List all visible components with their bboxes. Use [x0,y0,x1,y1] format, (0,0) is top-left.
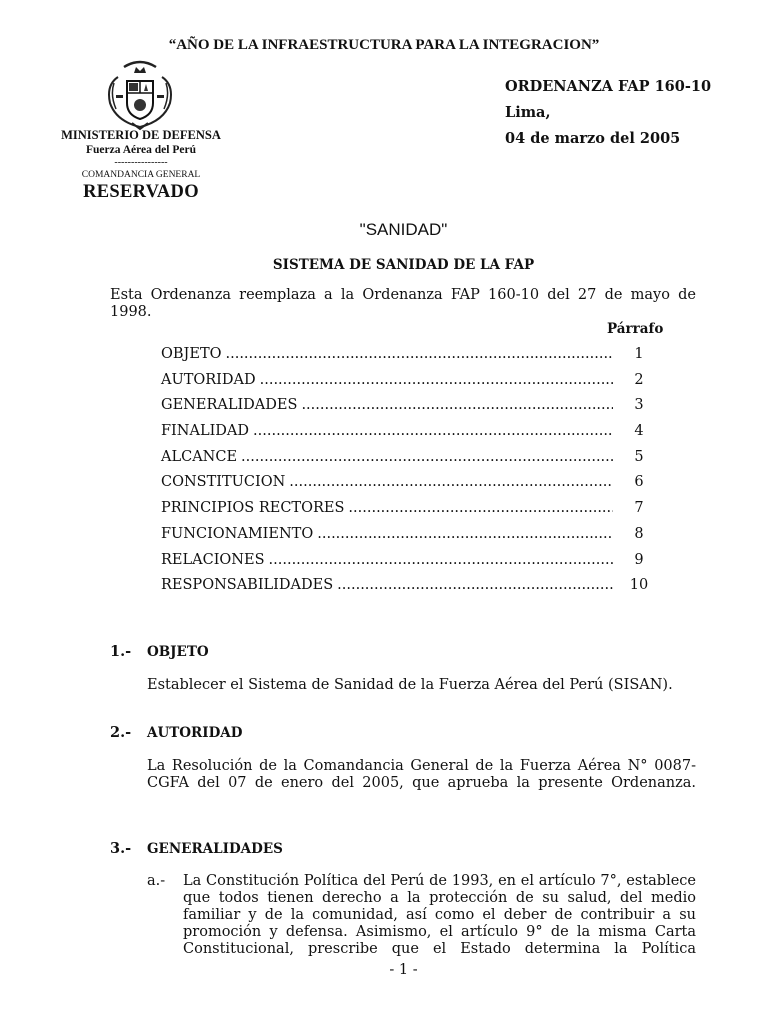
toc-item [161,449,661,475]
place-line: Lima, [505,104,551,121]
date-line: 04 de marzo del 2005 [505,130,681,147]
toc-item-label: RELACIONES [161,551,265,568]
separator-line: ---------------- [114,157,168,168]
leader-dots [337,577,613,593]
toc-item [161,552,661,578]
command-name: COMANDANCIA GENERAL [81,170,201,180]
document-title: "SANIDAD" [359,220,448,239]
toc-item [161,474,661,500]
section-number: 3.- [110,840,132,857]
leader-dots [253,423,613,439]
leader-dots [317,526,613,542]
issuer-block [60,128,222,183]
classification-label: RESERVADO [83,182,199,202]
toc-item [161,397,661,423]
toc-item-label: FINALIDAD [161,423,250,440]
toc-item [161,577,661,603]
toc-item-number: 7 [634,500,644,517]
toc-column-header: Párrafo [607,321,664,337]
section-paragraph: La Resolución de la Comandancia General de la Fuerza Aérea N° 0087-CGFA del 07 de enero del 2005, que aprueba la presente Ordenanza. [147,758,696,791]
toc-item [161,423,661,449]
toc-item-label: GENERALIDADES [161,397,298,414]
toc-item [161,526,661,552]
section-title: AUTORIDAD [147,725,243,741]
leader-dots [348,500,613,516]
toc-item-number: 1 [634,346,644,362]
institution-name: Fuerza Aérea del Perú [86,144,196,156]
toc-item-number: 4 [634,423,644,440]
table-of-contents [161,346,661,603]
leader-dots [301,397,613,413]
document-subtitle: SISTEMA DE SANIDAD DE LA FAP [272,257,535,273]
toc-item-label: RESPONSABILIDADES [161,577,334,594]
leader-dots [269,552,613,568]
section-paragraph: Establecer el Sistema de Sanidad de la Fuerza Aérea del Perú (SISAN). [147,677,673,693]
leader-dots [260,372,613,388]
leader-dots [241,449,613,465]
motto-line: “AÑO DE LA INFRAESTRUCTURA PARA LA INTEGRACION” [168,37,600,53]
toc-item-number: 2 [634,371,644,388]
section-title: OBJETO [147,644,209,660]
toc-item-number: 10 [629,577,649,594]
toc-item-label: ALCANCE [161,448,238,465]
ministry-name: MINISTERIO DE DEFENSA [61,128,221,142]
ordinance-number: ORDENANZA FAP 160-10 [505,78,712,95]
toc-item-number: 6 [634,474,644,491]
intro-paragraph: Esta Ordenanza reemplaza a la Ordenanza FAP 160-10 del 27 de mayo de 1998. [110,287,696,320]
coat-of-arms-seal [104,55,176,131]
leader-dots [289,474,613,490]
toc-item-label: PRINCIPIOS RECTORES [161,500,345,517]
toc-item-label: FUNCIONAMIENTO [161,525,314,542]
toc-item-label: AUTORIDAD [161,371,256,388]
page-number: - 1 - [389,962,418,978]
toc-item-number: 5 [634,448,644,465]
toc-item-number: 9 [634,551,644,568]
section-title: GENERALIDADES [147,841,283,857]
toc-item [161,346,661,372]
list-item-text: La Constitución Política del Perú de 1993, en el artículo 7°, establece que todos tienen derecho a la protección de su salud, del medio familiar y de la comunidad, así como el deber de contribuir a su promoción y defensa. Asimismo, el artículo 9° de la misma Carta Constitucional, prescribe que el Estado determina la Política [183,873,696,957]
section-number: 1.- [110,643,132,660]
toc-item [161,372,661,398]
toc-item-label: OBJETO [161,346,222,362]
toc-item [161,500,661,526]
toc-item-number: 3 [634,397,644,414]
leader-dots [226,346,614,362]
list-item-letter: a.- [147,873,166,889]
section-number: 2.- [110,724,132,741]
toc-item-label: CONSTITUCION [161,474,286,491]
toc-item-number: 8 [634,525,644,542]
